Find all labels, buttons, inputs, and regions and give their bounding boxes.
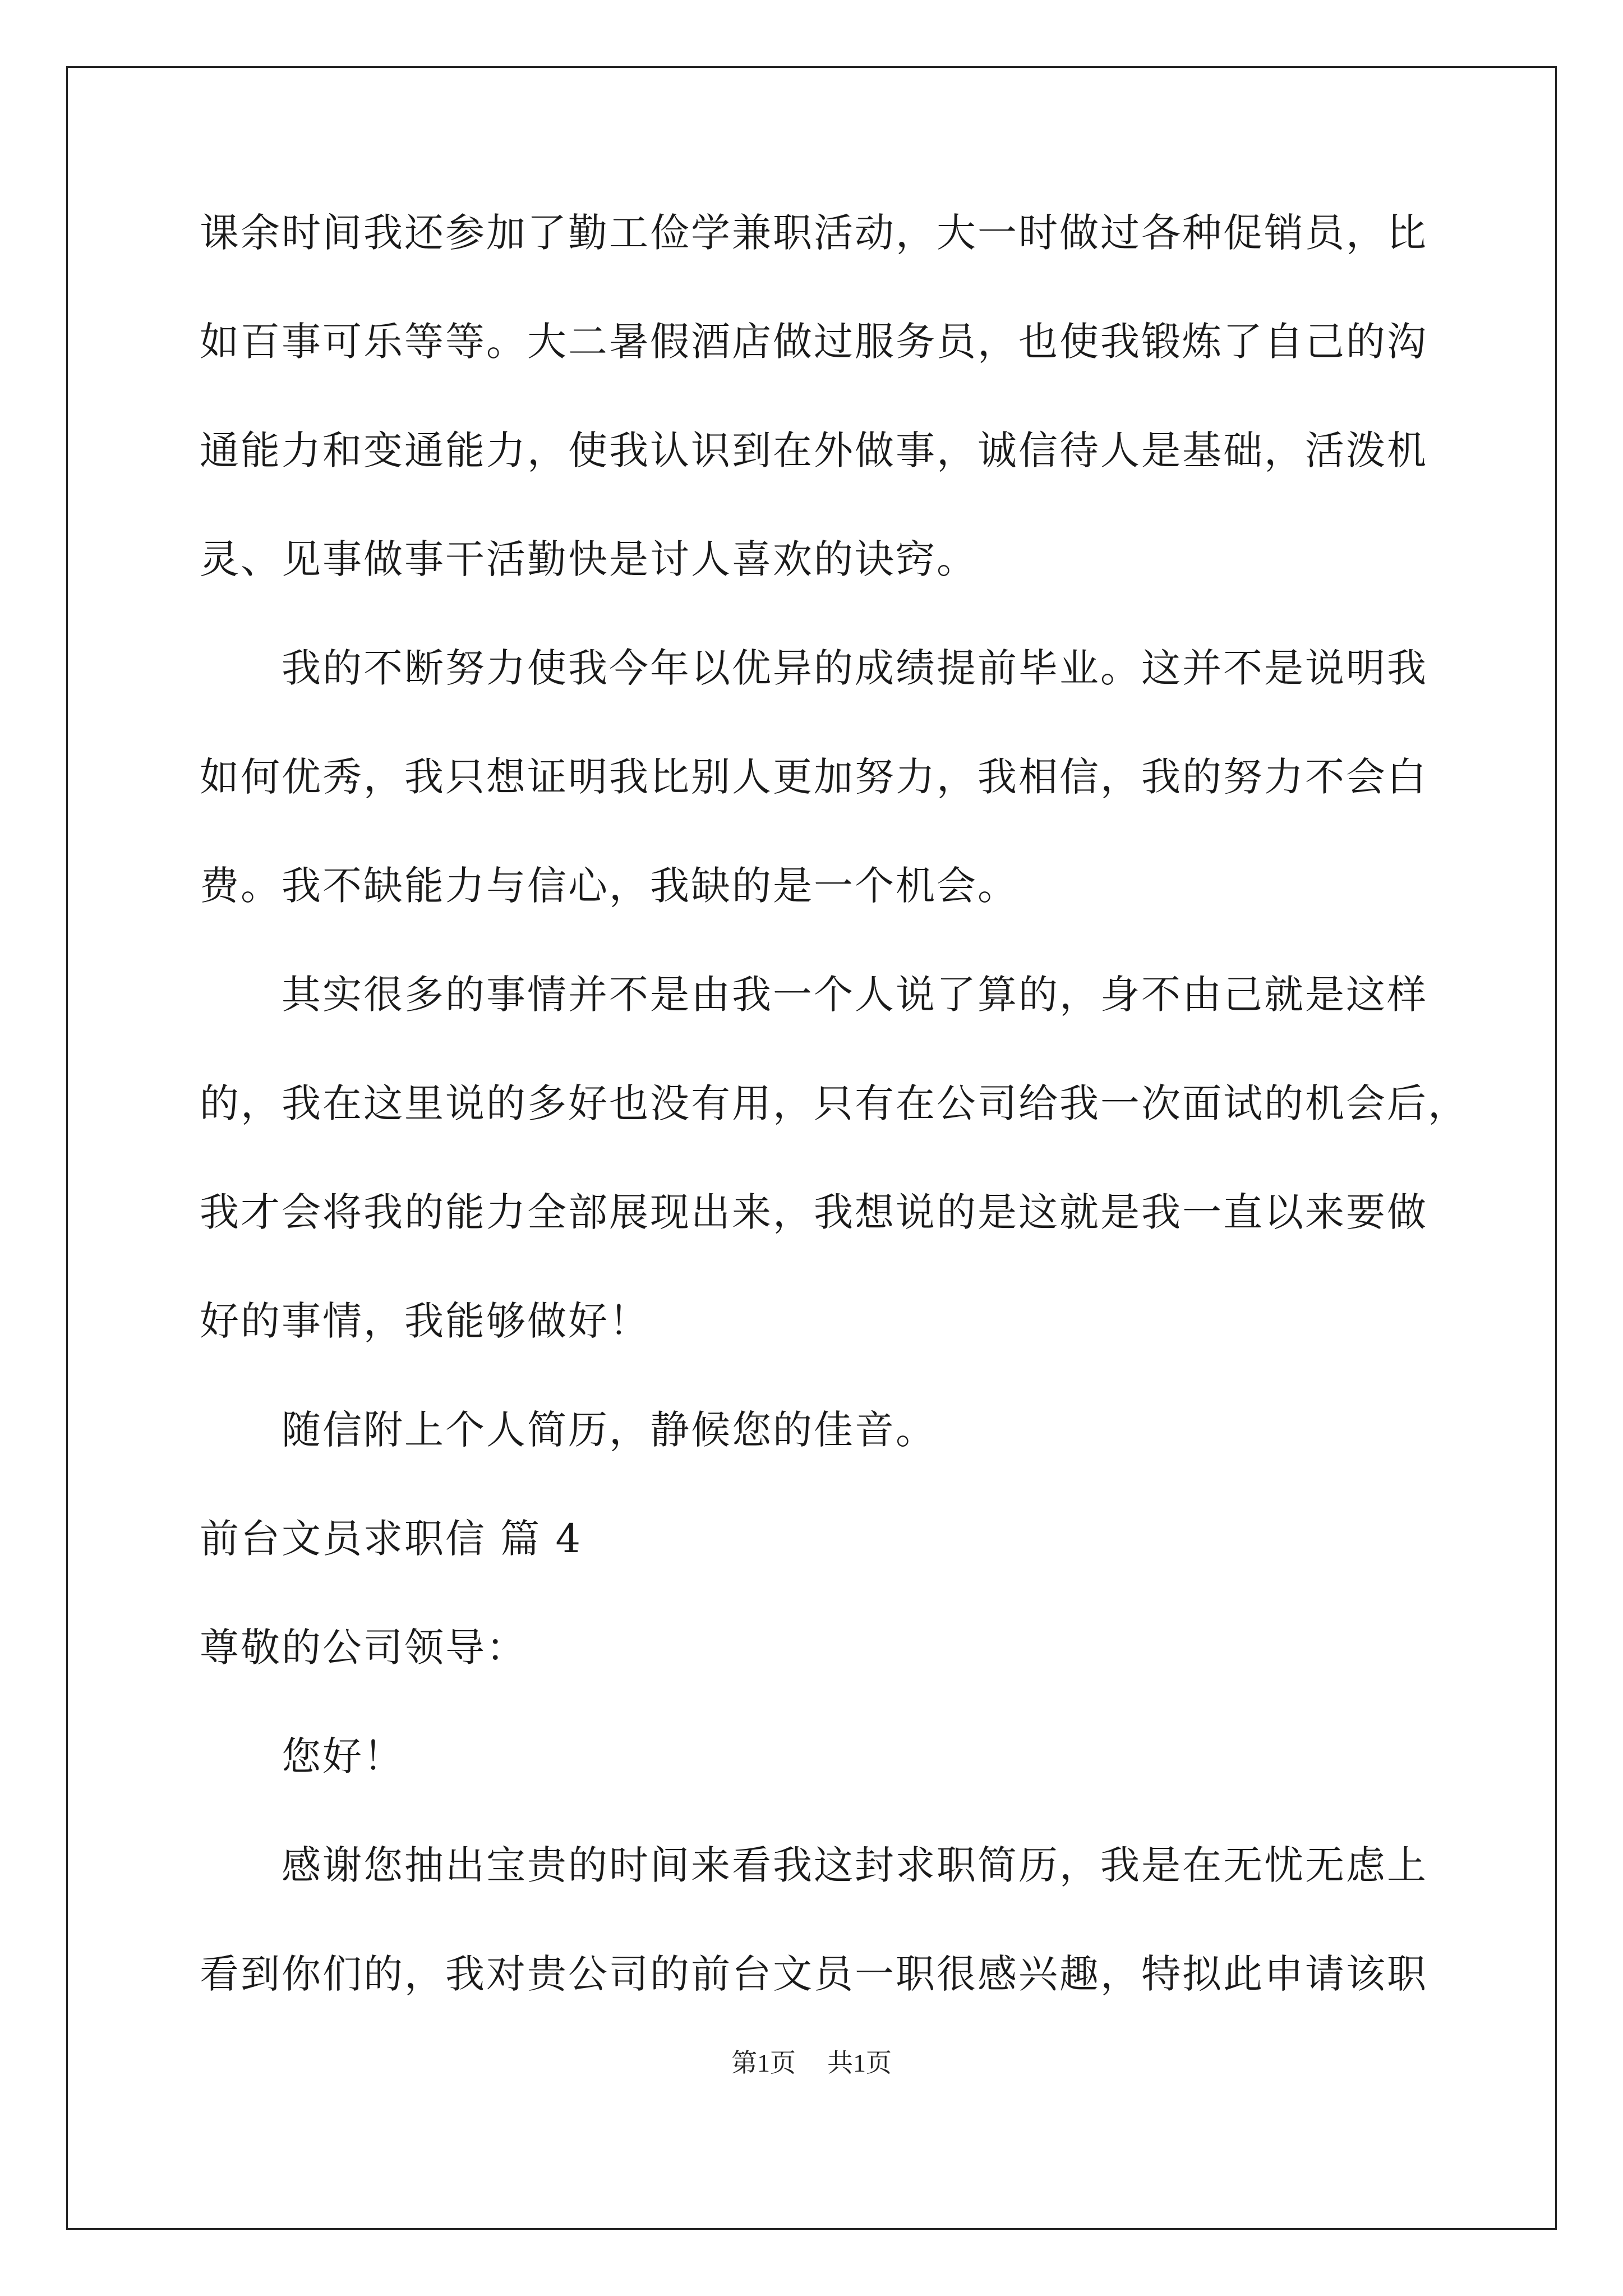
text-line: 看到你们的，我对贵公司的前台文员一职很感兴趣，特拟此申请该职 [200, 1951, 1428, 1997]
text-line: 其实很多的事情并不是由我一个人说了算的，身不由己就是这样 [282, 972, 1428, 1018]
document-body [200, 210, 1469, 2063]
text-line: 感谢您抽出宝贵的时间来看我这封求职简历，我是在无忧无虑上 [282, 1842, 1428, 1888]
text-line: 随信附上个人简历，静候您的佳音。 [282, 1407, 937, 1453]
text-line: 的，我在这里说的多好也没有用，只有在公司给我一次面试的机会后， [200, 1080, 1469, 1126]
text-line: 灵、见事做事干活勤快是讨人喜欢的诀窍。 [200, 536, 978, 582]
salutation: 尊敬的公司领导： [200, 1625, 527, 1671]
text-line: 通能力和变通能力，使我认识到在外做事，诚信待人是基础，活泼机 [200, 427, 1428, 473]
text-line: 课余时间我还参加了勤工俭学兼职活动，大一时做过各种促销员，比 [200, 210, 1428, 256]
text-line: 如何优秀，我只想证明我比别人更加努力，我相信，我的努力不会白 [200, 754, 1428, 800]
text-line: 我的不断努力使我今年以优异的成绩提前毕业。这并不是说明我 [282, 645, 1428, 691]
text-line: 好的事情，我能够做好！ [200, 1298, 650, 1344]
page-footer [0, 2050, 1623, 2076]
text-line: 如百事可乐等等。大二暑假酒店做过服务员，也使我锻炼了自己的沟 [200, 319, 1428, 365]
greeting: 您好！ [282, 1733, 404, 1779]
section-heading: 前台文员求职信 篇 4 [200, 1516, 583, 1562]
text-line: 费。我不缺能力与信心，我缺的是一个机会。 [200, 863, 1018, 909]
page-number: 第1页 [731, 2049, 796, 2077]
text-line: 我才会将我的能力全部展现出来，我想说的是这就是我一直以来要做 [200, 1189, 1428, 1235]
page-total: 共1页 [827, 2049, 892, 2077]
